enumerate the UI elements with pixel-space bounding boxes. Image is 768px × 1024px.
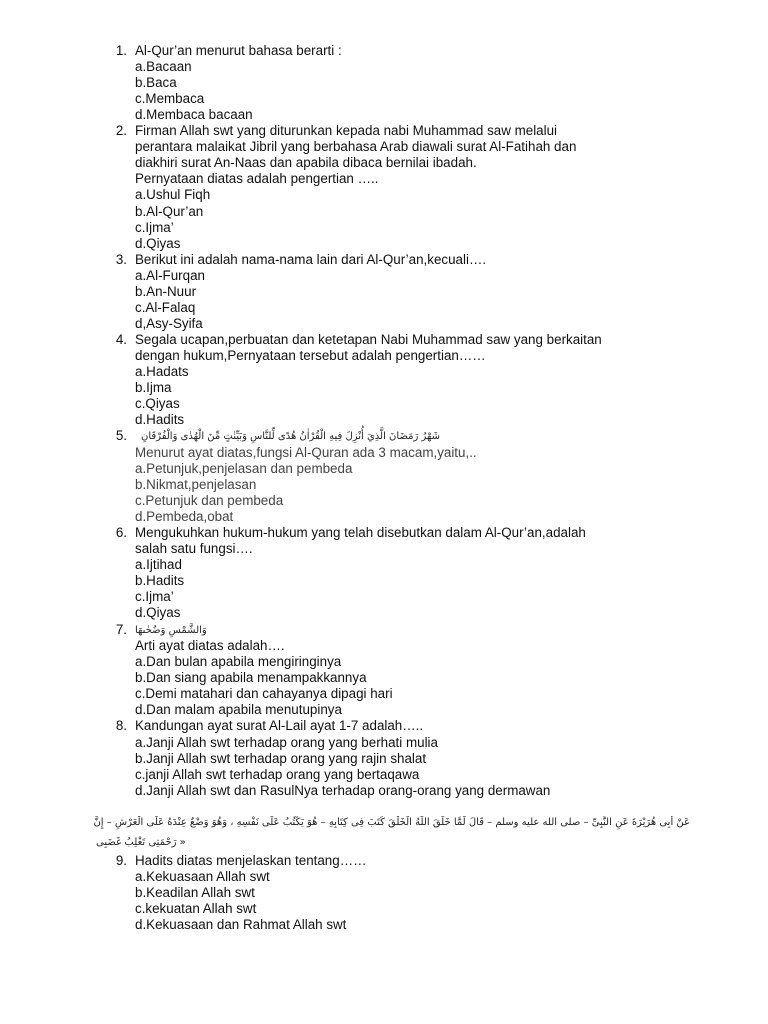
answer-option: d.Membaca bacaan (135, 107, 253, 122)
answer-option: d.Dan malam apabila menutupinya (135, 702, 342, 717)
quran-verse: وَالشَّمْسِ وَضُحٰىهَا (135, 625, 207, 636)
question-stem: Firman Allah swt yang diturunkan kepada nabi Muhammad saw melalui (135, 123, 558, 138)
answer-option: d.Qiyas (135, 236, 181, 251)
answer-option: b.Dan siang apabila menampakkannya (135, 670, 367, 685)
question-stem: Mengukuhkan hukum-hukum yang telah disebutkan dalam Al-Qur’an,adalah (135, 525, 586, 540)
question-stem: salah satu fungsi…. (135, 541, 253, 556)
answer-option: c.Petunjuk dan pembeda (135, 493, 284, 508)
answer-option: b.Keadilan Allah swt (135, 885, 255, 900)
answer-option: a.Hadats (135, 364, 189, 379)
answer-option: c.Ijma’ (135, 220, 174, 235)
quran-verse: شَهْرُ رَمَضَانَ الَّذِيٓ أُنْزِلَ فِيهِ الْقُرْاٰنُ هُدًى لِّلنَّاسِ وَبَيِّنٰتٍ مِّنَ الْهُدٰى وَالْفُرْقَانِ (141, 431, 440, 442)
answer-option: d.Pembeda,obat (135, 509, 234, 524)
answer-option: b.Ijma (135, 380, 172, 395)
answer-option: b.Baca (135, 75, 177, 90)
question-stem: Menurut ayat diatas,fungsi Al-Quran ada 3 macam,yaitu,.. (135, 445, 477, 460)
question-number: 2. (115, 123, 127, 138)
question-stem: Segala ucapan,perbuatan dan ketetapan Nabi Muhammad saw yang berkaitan (135, 332, 602, 347)
answer-option: d.Janji Allah swt dan RasulNya terhadap orang-orang yang dermawan (135, 783, 551, 798)
answer-option: d.Kekuasaan dan Rahmat Allah swt (135, 917, 347, 932)
question-number: 9. (115, 853, 127, 868)
answer-option: a.Ushul Fiqh (135, 187, 211, 202)
answer-option: c.Al-Falaq (135, 300, 196, 315)
answer-option: a.Janji Allah swt terhadap orang yang berhati mulia (135, 735, 438, 750)
question-number: 4. (115, 332, 127, 347)
answer-option: c.Membaca (135, 91, 205, 106)
answer-option: b.Janji Allah swt terhadap orang yang rajin shalat (135, 751, 427, 766)
answer-option: a.Dan bulan apabila mengiringinya (135, 654, 342, 669)
answer-option: c.Ijma’ (135, 589, 174, 604)
question-number: 6. (115, 525, 127, 540)
question-stem: Al-Qur’an menurut bahasa berarti : (135, 43, 342, 58)
question-stem: Hadits diatas menjelaskan tentang…… (135, 853, 367, 868)
question-number: 3. (115, 252, 127, 267)
answer-option: b.Nikmat,penjelasan (135, 477, 257, 492)
hadith-text-line-1: عَنْ أَبِى هُرَيْرَةَ عَنِ النَّبِىِّ – صلى الله عليه وسلم – قَالَ لَمَّا خَلَقَ اللَّهُ الْخَلْقَ كَتَبَ فِى كِتَابِهِ – هُوَ يَكْتُبُ عَلَى نَفْسِهِ ، وَهُوَ وَضْعٌ عِنْدَهُ عَلَى الْعَرْشِ – إِنَّ (93, 817, 690, 828)
question-stem: perantara malaikat Jibril yang berbahasa Arab diawali surat Al-Fatihah dan (135, 139, 577, 154)
question-stem: diakhiri surat An-Naas dan apabila dibaca bernilai ibadah. (135, 155, 477, 170)
answer-option: a.Al-Furqan (135, 268, 205, 283)
answer-option: d.Qiyas (135, 605, 181, 620)
answer-option: c.kekuatan Allah swt (135, 901, 257, 916)
answer-option: a.Kekuasaan Allah swt (135, 869, 270, 884)
question-stem: Berikut ini adalah nama-nama lain dari Al-Qur’an,kecuali…. (135, 252, 487, 267)
question-stem: Kandungan ayat surat Al-Lail ayat 1-7 adalah….. (135, 718, 424, 733)
answer-option: a.Bacaan (135, 59, 192, 74)
answer-option: b.An-Nuur (135, 284, 197, 299)
question-number: 7. (115, 622, 127, 637)
answer-option: c.janji Allah swt terhadap orang yang bertaqawa (135, 767, 420, 782)
answer-option: c.Qiyas (135, 396, 180, 411)
answer-option: d,Asy-Syifa (135, 316, 203, 331)
answer-option: d.Hadits (135, 412, 185, 427)
question-stem: Pernyataan diatas adalah pengertian ….. (135, 171, 379, 186)
hadith-text-line-2: « رَحْمَتِى تَغْلِبُ غَضَبِى (96, 837, 186, 848)
question-number: 5. (115, 428, 127, 443)
answer-option: a.Petunjuk,penjelasan dan pembeda (135, 461, 353, 476)
answer-option: a.Ijtihad (135, 557, 182, 572)
answer-option: b.Al-Qur’an (135, 204, 204, 219)
answer-option: c.Demi matahari dan cahayanya dipagi hari (135, 686, 393, 701)
question-number: 1. (115, 43, 127, 58)
question-stem: dengan hukum,Pernyataan tersebut adalah pengertian…… (135, 348, 486, 363)
answer-option: b.Hadits (135, 573, 185, 588)
question-stem: Arti ayat diatas adalah…. (135, 638, 285, 653)
question-number: 8. (115, 718, 127, 733)
